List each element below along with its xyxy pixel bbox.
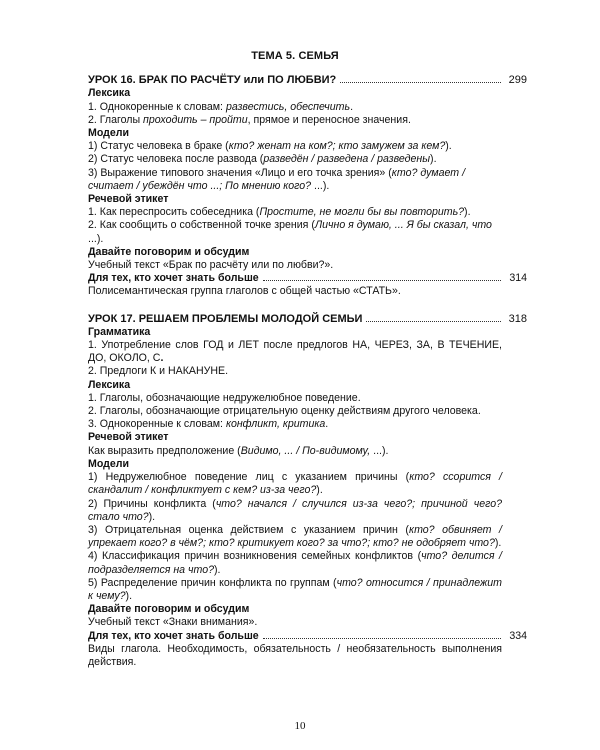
discuss-text: Учебный текст «Брак по расчёту или по любви?». <box>88 259 334 272</box>
section-lexica: Лексика <box>88 378 131 391</box>
lesson-17-title: УРОК 17. РЕШАЕМ ПРОБЛЕМЫ МОЛОДОЙ СЕМЬИ <box>88 312 363 325</box>
section-etiquette: Речевой этикет <box>88 193 169 206</box>
more-text: Полисемантическая группа глаголов с общей частью «СТАТЬ». <box>88 285 401 298</box>
more-page: 314 <box>509 272 527 285</box>
model-item: 3) Отрицательная оценка действием с указанием причин (кто? обвиняет / упрекает кого? в чём?; кто? критикует кого? за что?; кто? не одобряет что?). <box>88 523 502 550</box>
topic-title: ТЕМА 5. СЕМЬЯ <box>251 50 339 62</box>
section-grammar: Грамматика <box>88 325 151 338</box>
model-item: 1) Статус человека в браке (кто? женат на ком?; кто замужем за кем?). <box>88 140 452 153</box>
etiquette-item: Как выразить предположение (Видимо, ... / По-видимому, ...). <box>88 444 389 457</box>
model-item: 4) Классификация причин возникновения семейных конфликтов (что? делится / подразделяется на что?). <box>88 550 502 576</box>
toc-content <box>88 50 527 669</box>
section-discuss: Давайте поговорим и обсудим <box>88 245 250 258</box>
section-discuss: Давайте поговорим и обсудим <box>88 603 250 616</box>
grammar-item: 2. Предлоги К и НАКАНУНЕ. <box>88 365 229 378</box>
lesson-17-page: 318 <box>508 312 527 325</box>
etiquette-item: 2. Как сообщить о собственной точке зрения (Лично я думаю, ... Я бы сказал, что ...). <box>88 219 492 245</box>
lexica-item: 2. Глаголы проходить – пройти, прямое и переносное значения. <box>88 113 411 126</box>
section-lexica: Лексика <box>88 87 131 100</box>
page-number: 10 <box>294 720 306 732</box>
leader-dots <box>340 82 501 83</box>
more-title: Для тех, кто хочет знать больше <box>88 629 259 642</box>
leader-dots <box>366 321 501 322</box>
lesson-16-heading <box>88 74 527 87</box>
grammar-item: 1. Употребление слов ГОД и ЛЕТ после предлогов НА, ЧЕРЕЗ, ЗА, В ТЕЧЕНИЕ, ДО, ОКОЛО, С. <box>88 339 502 365</box>
lesson-16-title: УРОК 16. БРАК ПО РАСЧЁТУ или ПО ЛЮБВИ? <box>88 74 337 87</box>
discuss-text: Учебный текст «Знаки внимания». <box>88 616 258 629</box>
model-item: 2) Статус человека после развода (разведён / разведена / разведены). <box>88 153 437 166</box>
lesson-17-heading <box>88 312 527 326</box>
model-item: 2) Причины конфликта (что? начался / случился из-за чего?; причиной чего? стало что?). <box>88 497 502 523</box>
lesson-16-page: 299 <box>508 74 527 87</box>
lexica-item: 2. Глаголы, обозначающие отрицательную оценку действиям другого человека. <box>88 405 481 418</box>
model-item: 1) Недружелюбное поведение лиц с указанием причины (кто? ссорится / скандалит / конфликтует с кем? из-за чего?). <box>88 471 502 497</box>
leader-dots <box>263 638 501 639</box>
section-models: Модели <box>88 457 130 470</box>
leader-dots <box>263 280 501 281</box>
more-text: Виды глагола. Необходимость, обязательность / необязательность выполнения действия. <box>88 642 502 668</box>
more-page: 334 <box>509 629 527 642</box>
more-title: Для тех, кто хочет знать больше <box>88 272 259 285</box>
etiquette-item: 1. Как переспросить собеседника (Простите, не могли бы вы повторить?). <box>88 206 471 219</box>
lexica-item: 1. Глаголы, обозначающие недружелюбное поведение. <box>88 391 361 404</box>
model-item: 3) Выражение типового значения «Лицо и его точка зрения» (кто? думает / считает / убеждён что ...; По мнению кого? ...). <box>88 166 466 192</box>
section-models: Модели <box>88 127 130 140</box>
model-item: 5) Распределение причин конфликта по группам (что? относится / принадлежит к чему?). <box>88 576 502 602</box>
more-heading <box>88 629 527 643</box>
section-etiquette: Речевой этикет <box>88 431 169 444</box>
lexica-item: 1. Однокоренные к словам: развестись, обеспечить. <box>88 100 354 113</box>
lexica-item: 3. Однокоренные к словам: конфликт, критика. <box>88 418 329 431</box>
more-heading <box>88 272 527 285</box>
